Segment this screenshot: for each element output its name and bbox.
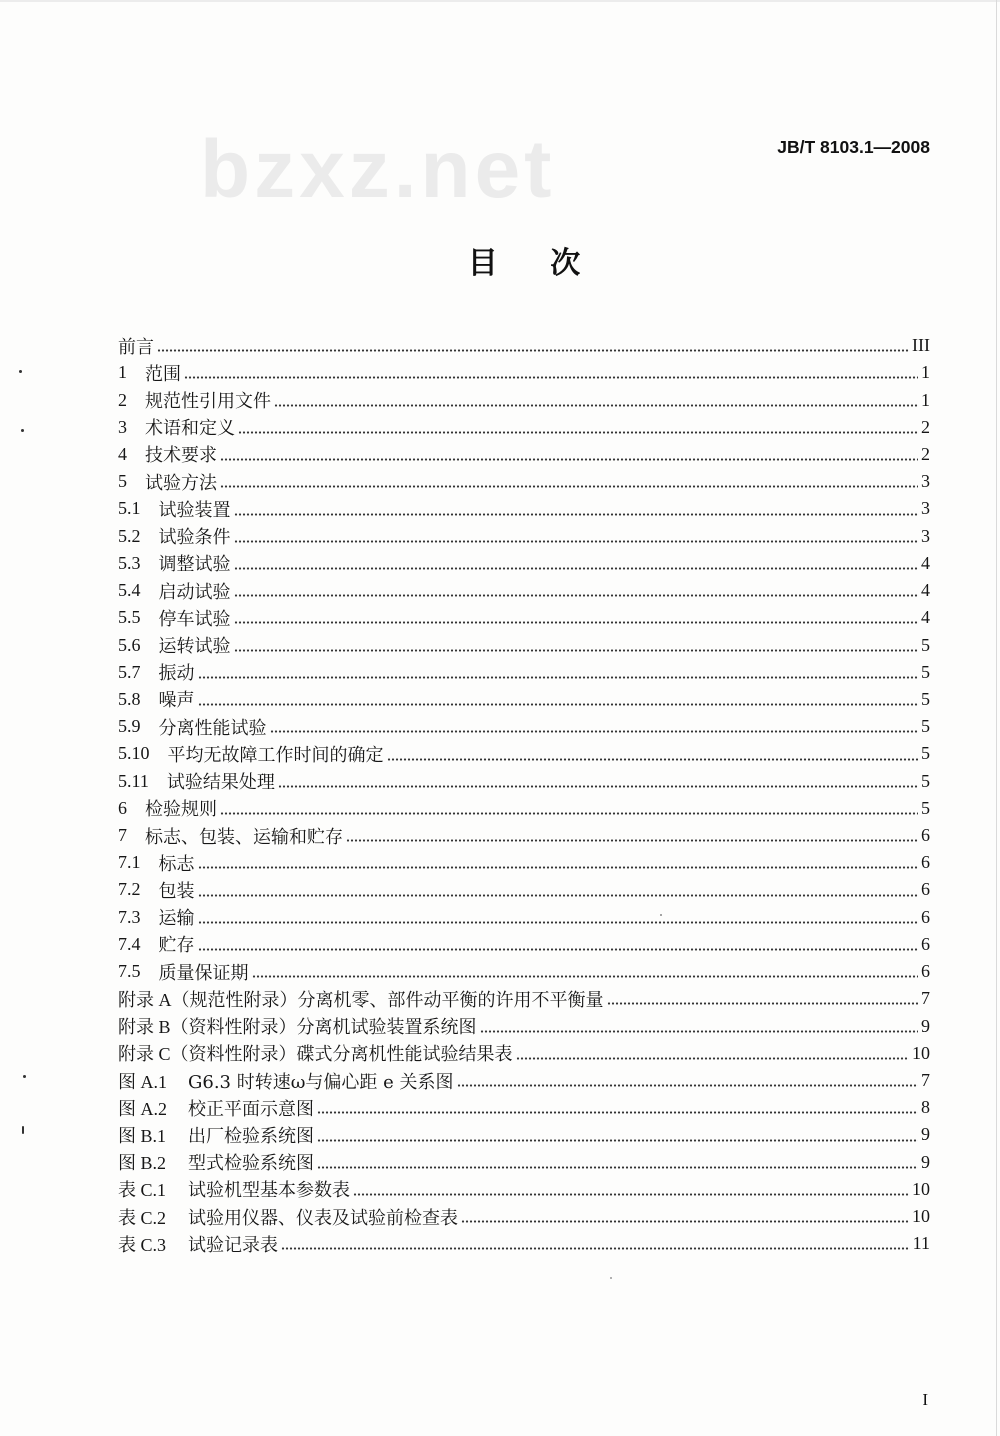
toc-entry-page: III: [912, 335, 930, 356]
toc-entry: [118, 1203, 930, 1230]
toc-entry-number: 表 C.1: [118, 1180, 167, 1201]
toc-entry: [118, 468, 930, 495]
toc-entry-number: 表 C.3: [118, 1234, 167, 1255]
toc-entry-page: 6: [921, 906, 930, 927]
toc-entry-page: 5: [921, 661, 930, 682]
toc-entry-page: 6: [921, 825, 930, 846]
toc-entry: [118, 1012, 930, 1039]
toc-dot-leader: [270, 730, 919, 733]
toc-dot-leader: [234, 567, 919, 570]
toc-entry-title: （规范性附录）分离机零、部件动平衡的许用不平衡量: [171, 989, 604, 1011]
toc-dot-leader: [184, 376, 918, 379]
toc-entry: [118, 1149, 930, 1176]
toc-dot-leader: [234, 540, 919, 543]
toc-entry-title: 术语和定义: [145, 418, 235, 440]
toc-entry-title: 运转试验: [158, 636, 231, 658]
toc-entry-title: 检验规则: [145, 799, 217, 821]
scan-speck: [660, 914, 662, 916]
toc-entry-title: 试验用仪器、仪表及试验前检查表: [188, 1207, 458, 1229]
toc-dot-leader: [238, 431, 918, 434]
toc-entry-number: 7: [118, 825, 127, 846]
toc-entry: [118, 849, 930, 876]
toc-dot-leader: [220, 485, 918, 488]
toc-entry-page: 6: [921, 961, 930, 982]
toc-entry-page: 7: [921, 1070, 930, 1091]
toc-entry: [118, 523, 930, 550]
toc-entry-page: 10: [912, 1178, 930, 1199]
scan-speck: [610, 1277, 612, 1279]
toc-entry-title: 分离性能试验: [158, 717, 267, 739]
toc-entry-number: 附录 A: [118, 989, 172, 1010]
toc-entry-number: 1: [118, 362, 127, 383]
toc-entry: [118, 931, 930, 958]
toc-entry-title: 质量保证期: [158, 962, 249, 984]
toc-entry: [118, 985, 930, 1012]
toc-dot-leader: [387, 758, 919, 761]
page-edge-right: [996, 0, 997, 1436]
toc-dot-leader: [278, 785, 918, 788]
toc-entry-page: 5: [921, 797, 930, 818]
toc-entry: [118, 659, 930, 686]
toc-dot-leader: [198, 948, 919, 951]
toc-entry-page: 5: [921, 716, 930, 737]
scan-speck: [21, 429, 24, 432]
toc-entry: [118, 1230, 930, 1257]
toc-entry-page: 2: [921, 443, 930, 464]
toc-entry-page: 4: [921, 552, 930, 573]
toc-entry-page: 5: [921, 634, 930, 655]
toc-entry-title: 标志、包装、运输和贮存: [145, 826, 343, 848]
toc-dot-leader: [317, 1111, 918, 1114]
toc-dot-leader: [198, 894, 919, 897]
toc-entry-number: 7.2: [118, 879, 141, 900]
table-of-contents: [118, 332, 930, 1257]
toc-entry: [118, 1121, 930, 1148]
toc-entry: [118, 686, 930, 713]
toc-entry-title: 平均无故障工作时间的确定: [167, 744, 384, 766]
toc-entry: [118, 1067, 930, 1094]
toc-entry: [118, 1176, 930, 1203]
toc-entry: [118, 550, 930, 577]
toc-entry-number: 5.8: [118, 688, 141, 709]
toc-entry-page: 2: [921, 416, 930, 437]
toc-entry-number: 5.10: [118, 743, 150, 764]
toc-entry-page: 1: [921, 389, 930, 410]
toc-dot-leader: [220, 458, 918, 461]
toc-entry-title: 停车试验: [158, 608, 231, 630]
toc-entry: [118, 332, 930, 359]
toc-entry-number: 3: [118, 416, 127, 437]
toc-entry-title: 出厂检验系统图: [188, 1125, 314, 1147]
toc-entry-number: 图 A.2: [118, 1098, 167, 1119]
toc-entry-number: 附录 C: [118, 1044, 171, 1065]
toc-entry-title: 前言: [118, 336, 154, 358]
toc-entry-title: 试验条件: [158, 527, 231, 549]
toc-entry-number: 7.5: [118, 961, 141, 982]
toc-dot-leader: [607, 1002, 919, 1005]
toc-entry-number: 7.1: [118, 852, 141, 873]
toc-entry-number: 5.7: [118, 661, 141, 682]
toc-entry-number: 5.9: [118, 716, 141, 737]
toc-entry-page: 3: [921, 471, 930, 492]
toc-entry-title: 包装: [158, 880, 195, 902]
toc-entry-title: 校正平面示意图: [188, 1098, 314, 1120]
toc-entry-page: 8: [921, 1097, 930, 1118]
toc-entry: [118, 414, 930, 441]
toc-entry-title: 试验记录表: [188, 1234, 278, 1256]
toc-entry: [118, 713, 930, 740]
toc-dot-leader: [457, 1084, 919, 1087]
toc-entry-title: 振动: [158, 663, 195, 685]
toc-entry: [118, 876, 930, 903]
toc-entry-number: 5: [118, 471, 127, 492]
toc-entry: [118, 441, 930, 468]
toc-entry-title: 标志: [158, 853, 195, 875]
toc-entry-title: 试验机型基本参数表: [188, 1180, 350, 1202]
toc-entry-number: 表 C.2: [118, 1207, 167, 1228]
toc-entry-title: （资料性附录）分离机试验装置系统图: [170, 1017, 477, 1039]
toc-entry: [118, 795, 930, 822]
toc-entry-number: 5.6: [118, 634, 141, 655]
toc-entry-title: 运输: [158, 908, 195, 930]
scan-speck: [19, 370, 22, 373]
toc-entry-title: 调整试验: [158, 554, 231, 576]
watermark: bzxz.net: [200, 124, 556, 215]
toc-entry-title: 试验结果处理: [166, 772, 275, 794]
toc-entry-page: 3: [921, 498, 930, 519]
toc-entry-title: （资料性附录）碟式分离机性能试验结果表: [170, 1044, 513, 1066]
toc-entry-page: 5: [921, 743, 930, 764]
toc-entry-page: 6: [921, 852, 930, 873]
toc-entry-page: 7: [921, 988, 930, 1009]
toc-entry: [118, 604, 930, 631]
page-edge-top: [0, 0, 1000, 2]
toc-entry-page: 6: [921, 933, 930, 954]
toc-entry-page: 5: [921, 688, 930, 709]
toc-entry-page: 10: [912, 1206, 930, 1227]
toc-entry-title: 噪声: [158, 690, 195, 712]
toc-dot-leader: [480, 1030, 918, 1033]
standard-code: JB/T 8103.1—2008: [777, 137, 930, 157]
toc-entry-page: 5: [921, 770, 930, 791]
toc-dot-leader: [234, 649, 919, 652]
toc-entry-page: 9: [921, 1015, 930, 1036]
toc-entry: [118, 1040, 930, 1067]
toc-entry-number: 7.4: [118, 933, 141, 954]
toc-dot-leader: [198, 703, 919, 706]
toc-entry-title: 启动试验: [158, 581, 231, 603]
toc-dot-leader: [317, 1139, 918, 1142]
toc-entry-page: 4: [921, 607, 930, 628]
toc-entry-number: 6: [118, 797, 127, 818]
toc-dot-leader: [198, 676, 919, 679]
toc-entry: [118, 740, 930, 767]
toc-entry-page: 9: [921, 1151, 930, 1172]
toc-dot-leader: [461, 1220, 909, 1223]
toc-entry-page: 9: [921, 1124, 930, 1145]
toc-entry-number: 附录 B: [118, 1017, 171, 1038]
toc-entry-page: 11: [912, 1233, 930, 1254]
toc-entry: [118, 822, 930, 849]
toc-entry-title: G6.3 时转速ω与偏心距 e 关系图: [188, 1071, 454, 1093]
toc-entry-number: 4: [118, 443, 127, 464]
toc-dot-leader: [317, 1166, 918, 1169]
toc-dot-leader: [353, 1193, 909, 1196]
toc-entry-number: 图 B.1: [118, 1125, 167, 1146]
toc-entry-number: 5.5: [118, 607, 141, 628]
toc-entry: [118, 1094, 930, 1121]
toc-entry: [118, 386, 930, 413]
toc-entry-number: 5.1: [118, 498, 141, 519]
toc-entry-title: 试验装置: [158, 499, 231, 521]
toc-entry-page: 1: [921, 362, 930, 383]
toc-dot-leader: [220, 812, 918, 815]
footer-page-number: I: [922, 1390, 928, 1409]
toc-dot-leader: [252, 975, 919, 978]
toc-dot-leader: [516, 1057, 909, 1060]
toc-entry-title: 试验方法: [145, 472, 217, 494]
toc-dot-leader: [234, 513, 919, 516]
toc-entry-title: 规范性引用文件: [145, 391, 271, 413]
toc-entry-title: 贮存: [158, 935, 195, 957]
toc-entry: [118, 904, 930, 931]
toc-entry-number: 5.11: [118, 770, 149, 791]
toc-dot-leader: [346, 839, 918, 842]
toc-entry-page: 3: [921, 525, 930, 546]
toc-entry-title: 技术要求: [145, 445, 217, 467]
toc-entry: [118, 495, 930, 522]
scan-speck: [22, 1126, 24, 1134]
toc-dot-leader: [157, 349, 909, 352]
toc-entry: [118, 359, 930, 386]
toc-entry-number: 7.3: [118, 906, 141, 927]
toc-dot-leader: [274, 404, 918, 407]
toc-dot-leader: [198, 921, 919, 924]
scan-speck: [23, 1075, 26, 1078]
toc-entry-number: 5.2: [118, 525, 141, 546]
toc-entry-page: 4: [921, 580, 930, 601]
toc-entry-number: 2: [118, 389, 127, 410]
toc-entry: [118, 958, 930, 985]
toc-dot-leader: [234, 621, 919, 624]
toc-entry-title: 型式检验系统图: [188, 1153, 314, 1175]
toc-entry: [118, 577, 930, 604]
toc-entry-number: 5.4: [118, 580, 141, 601]
toc-dot-leader: [234, 594, 919, 597]
toc-entry-number: 图 B.2: [118, 1153, 167, 1174]
toc-entry-page: 10: [912, 1042, 930, 1063]
toc-dot-leader: [281, 1247, 910, 1250]
toc-entry: [118, 631, 930, 658]
toc-entry-number: 5.3: [118, 552, 141, 573]
toc-entry-number: 图 A.1: [118, 1071, 167, 1092]
toc-entry-page: 6: [921, 879, 930, 900]
toc-dot-leader: [198, 866, 919, 869]
toc-entry-title: 范围: [145, 363, 181, 385]
page-title: 目 次: [467, 246, 581, 281]
toc-entry: [118, 768, 930, 795]
